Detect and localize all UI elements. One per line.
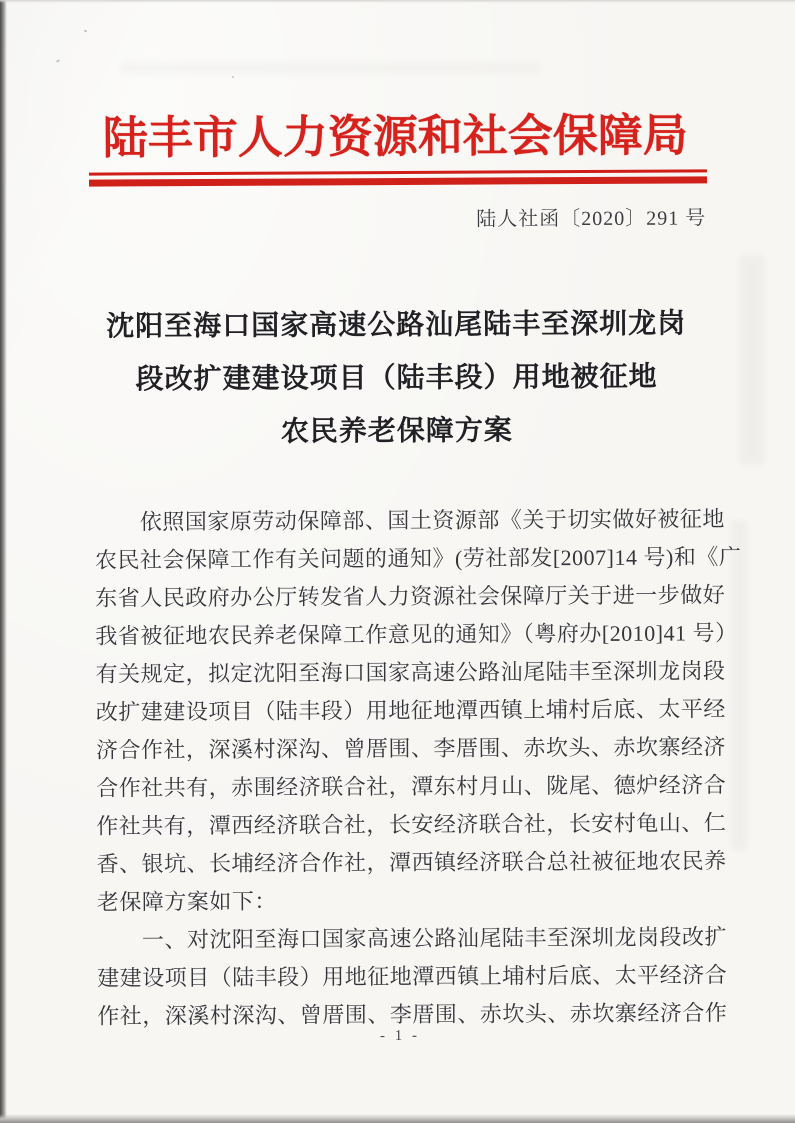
page-number: - 1 -: [379, 1027, 421, 1045]
body-line: 济合作社，深溪村深沟、曾厝围、李厝围、赤坎头、赤坎寨经济: [95, 734, 727, 763]
body-line: 改扩建建设项目（陆丰段）用地征地潭西镇上埔村后底、太平经: [95, 696, 726, 725]
body-line: 一、对沈阳至海口国家高速公路汕尾陆丰至深圳龙岗段改扩: [141, 924, 728, 953]
scan-edge-top: [0, 0, 795, 3]
document-title-line: 沈阳至海口国家高速公路汕尾陆丰至深圳龙岗: [106, 308, 687, 343]
body-line: 作社共有，潭西经济联合社，长安经济联合社，长安村龟山、仁: [96, 810, 727, 839]
document-title-line: 农民养老保障方案: [280, 415, 513, 448]
body-line: 作社，深溪村深沟、曾厝围、李厝围、赤坎头、赤坎寨经济合作: [97, 1000, 728, 1029]
body-line: 东省人民政府办公厅转发省人力资源社会保障厅关于进一步做好: [95, 582, 726, 611]
document-title: [49, 297, 745, 460]
document-title-line: 段改扩建建设项目（陆丰段）用地被征地: [135, 361, 658, 396]
body-line: 农民社会保障工作有关问题的通知》(劳社部发[2007]14 号)和《广: [94, 544, 742, 573]
scan-speck: [232, 76, 234, 78]
agency-name-header: 陆丰市人力资源和社会保障局: [102, 110, 688, 164]
scan-edge-left: [0, 0, 7, 1123]
body-line: 香、银坑、长埔经济合作社，潭西镇经济联合总社被征地农民养: [96, 848, 727, 877]
body-line: 合作社共有，赤围经济联合社，潭东村月山、陇尾、德炉经济合: [96, 772, 727, 801]
document-body: [94, 500, 742, 1035]
red-divider-rule: [89, 169, 707, 186]
body-line: 有关规定，拟定沈阳至海口国家高速公路汕尾陆丰至深圳龙岗段: [95, 658, 726, 687]
scan-edge-bottom: [0, 1114, 795, 1123]
body-line: 建建设项目（陆丰段）用地征地潭西镇上埔村后底、太平经济合: [97, 962, 728, 991]
body-line: 我省被征地农民养老保障工作意见的通知》（粤府办[2010]41 号）: [95, 620, 738, 649]
body-line: 老保障方案如下：: [96, 888, 277, 915]
document-reference-number: 陆人社函〔2020〕291 号: [476, 207, 707, 231]
body-line: 依照国家原劳动保障部、国土资源部《关于切实做好被征地: [139, 506, 725, 535]
